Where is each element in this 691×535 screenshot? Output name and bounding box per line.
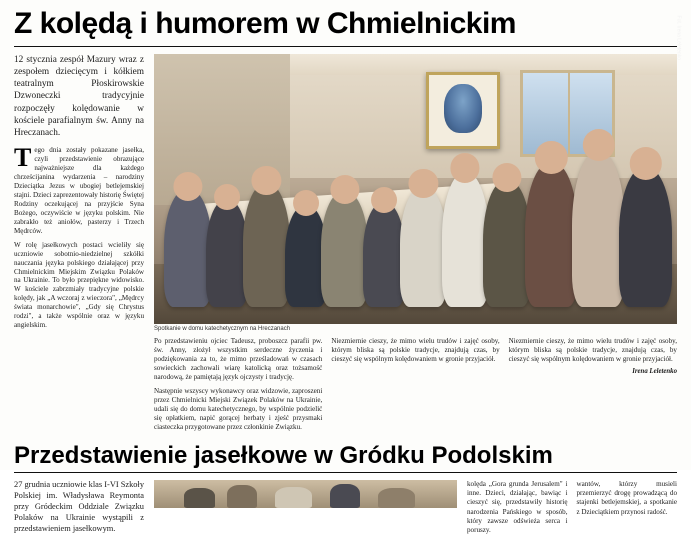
article-one-bottom-paragraph-2: Następnie wszyscy wykonawcy oraz widzowie, zaproszeni przez Chmielnicki Miejski Związek Polaków na Ukrainie, udali się do domu katechetycznego, by wspólnie podzielić się opłatkiem, napić gorącej herbaty i zjeść przysmaki ciasteczka przygotowane przez członkinie Związku. [154, 386, 323, 432]
article-two-lead: 27 grudnia uczniowie klas I-VI Szkoły Polskiej im. Władysława Reymonta przy Gródeckim Oddziale Związku Polaków na Ukrainie wystąpili z przedstawieniem jasełkowym. [14, 479, 145, 533]
icon-religious-painting [426, 72, 500, 148]
article-one-paragraph-1: Tego dnia zostały pokazane jasełka, czyli przedstawienie obrazujące najważniejsze dla każdego chrześcijanina wydarzenia – narodziny Dzieciątka Jezus w ubogiej betlejemskiej stajni. Dzieci zaprezentowały historię Świętej Rodziny oczekującej na przyjście Syna Bożego, oczywiście w języku polskim. Nie zabrakło też aniołów, pasterzy i Trzech Mędrców. [14, 143, 144, 235]
article-two-paragraph-3: wantów, którzy musieli przemierzyć drogę prowadzącą do stajenki betlejemskiej, a spotkanie z Dzieciątkiem przynosi radość. [576, 479, 677, 516]
divider-bottom [14, 472, 677, 473]
article-one-bottom-paragraph-3: Niezmiernie cieszy, że mimo wielu trudów i zajęć osoby, którym bliska są polskie tradycje, znajdują czas, by cieszyć się wspólnym kolędowaniem w gronie przyjaciół. [331, 336, 500, 363]
photo-credit: Fot. Irena Leletenko [675, 15, 681, 60]
article-one-bottom-paragraph-1: Po przedstawieniu ojciec Tadeusz, proboszcz parafii pw. św. Anny, złożył wszystkim serdeczne życzenia i podziękowania za to, że mimo prześladowań w czasach sowieckich zachowali wiarę katolicką oraz tożsamość narodową, że pamiętają język ojczysty i tradycję. [154, 336, 323, 382]
article-two-paragraph-2: kolęda „Gora grunda Jerusalem" i inne. Dzieci, działając, bawiąc i cieszyć się, przedstawiły historię narodzenia Pańskiego w sposób, który zawsze odświeża serca i poruszy. [467, 479, 568, 534]
article-two [14, 480, 677, 535]
article-one-byline: Irena Leletenko [632, 368, 677, 376]
article-one-bottom-paragraph-4: Niezmiernie cieszy, że mimo wielu trudów i zajęć osoby, którym bliska są polskie tradycje, znajdują czas, by cieszyć się wspólnym kolędowaniem w gronie przyjaciół. [508, 336, 677, 363]
photo-caption: Spotkanie w domu katechetycznym na Hreczanach [154, 325, 291, 332]
article-two-right-columns [467, 480, 677, 535]
page-title: Z kolędą i humorem w Chmielnickim [14, 7, 516, 40]
article-two-left-column [14, 480, 144, 535]
divider-top [14, 46, 677, 47]
article-two-title: Przedstawienie jasełkowe w Gródku Podolskim [14, 441, 553, 469]
article-one-lead: 12 stycznia zespół Mazury wraz z zespołem dziecięcym i kółkiem teatralnym Płoskirowskie Dzwoneczki tradycyjnie rozpoczęły kolędowanie w kościele parafialnym św. Anny na Hreczanach. [14, 54, 144, 139]
article-one-bottom-columns [154, 337, 677, 437]
article-one-left-column [14, 54, 144, 336]
article-two-photo [154, 480, 457, 508]
article-one-paragraph-2: W rolę jasełkowych postaci wcieliły się uczniowie sobotnio-niedzielnej szkółki nauczania języka polskiego działającej przy Chmielnickim Miejskim Związku Polaków na Ukrainie. To było przepiękne widowisko. W kościele zabrzmiały tradycyjne polskie kolędy, jak „A wczoraj z wieczora", „Mędrcy świata monarchowie", „Gdy się Chrystus rodzi", a także wspólnie oraz w języku angielskim. [14, 240, 144, 330]
